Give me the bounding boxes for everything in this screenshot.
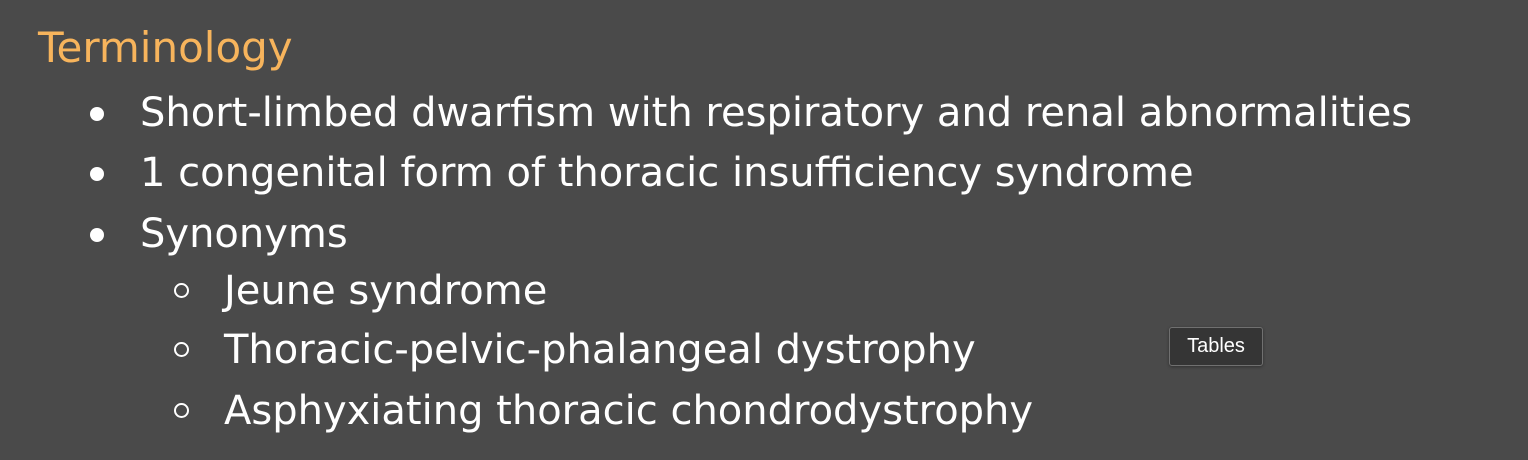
bullet-circle-icon bbox=[174, 283, 189, 298]
list-item-text: Synonyms bbox=[140, 211, 348, 257]
page-title: Terminology bbox=[38, 23, 293, 72]
bullet-circle-icon bbox=[174, 403, 189, 418]
bullet-disc-icon bbox=[90, 107, 104, 121]
bullet-disc-icon bbox=[90, 228, 104, 242]
sub-list-item-text: Asphyxiating thoracic chondrodystrophy bbox=[224, 388, 1034, 434]
sub-list-item-text: Jeune syndrome bbox=[224, 268, 548, 314]
bullet-circle-icon bbox=[174, 342, 189, 357]
tables-tooltip: Tables bbox=[1169, 327, 1263, 366]
sub-list-item-text: Thoracic-pelvic-phalangeal dystrophy bbox=[224, 327, 976, 373]
bullet-disc-icon bbox=[90, 167, 104, 181]
list-item-text: 1 congenital form of thoracic insufficiency syndrome bbox=[140, 150, 1194, 196]
list-item-text: Short-limbed dwarfism with respiratory and renal abnormalities bbox=[140, 90, 1413, 136]
